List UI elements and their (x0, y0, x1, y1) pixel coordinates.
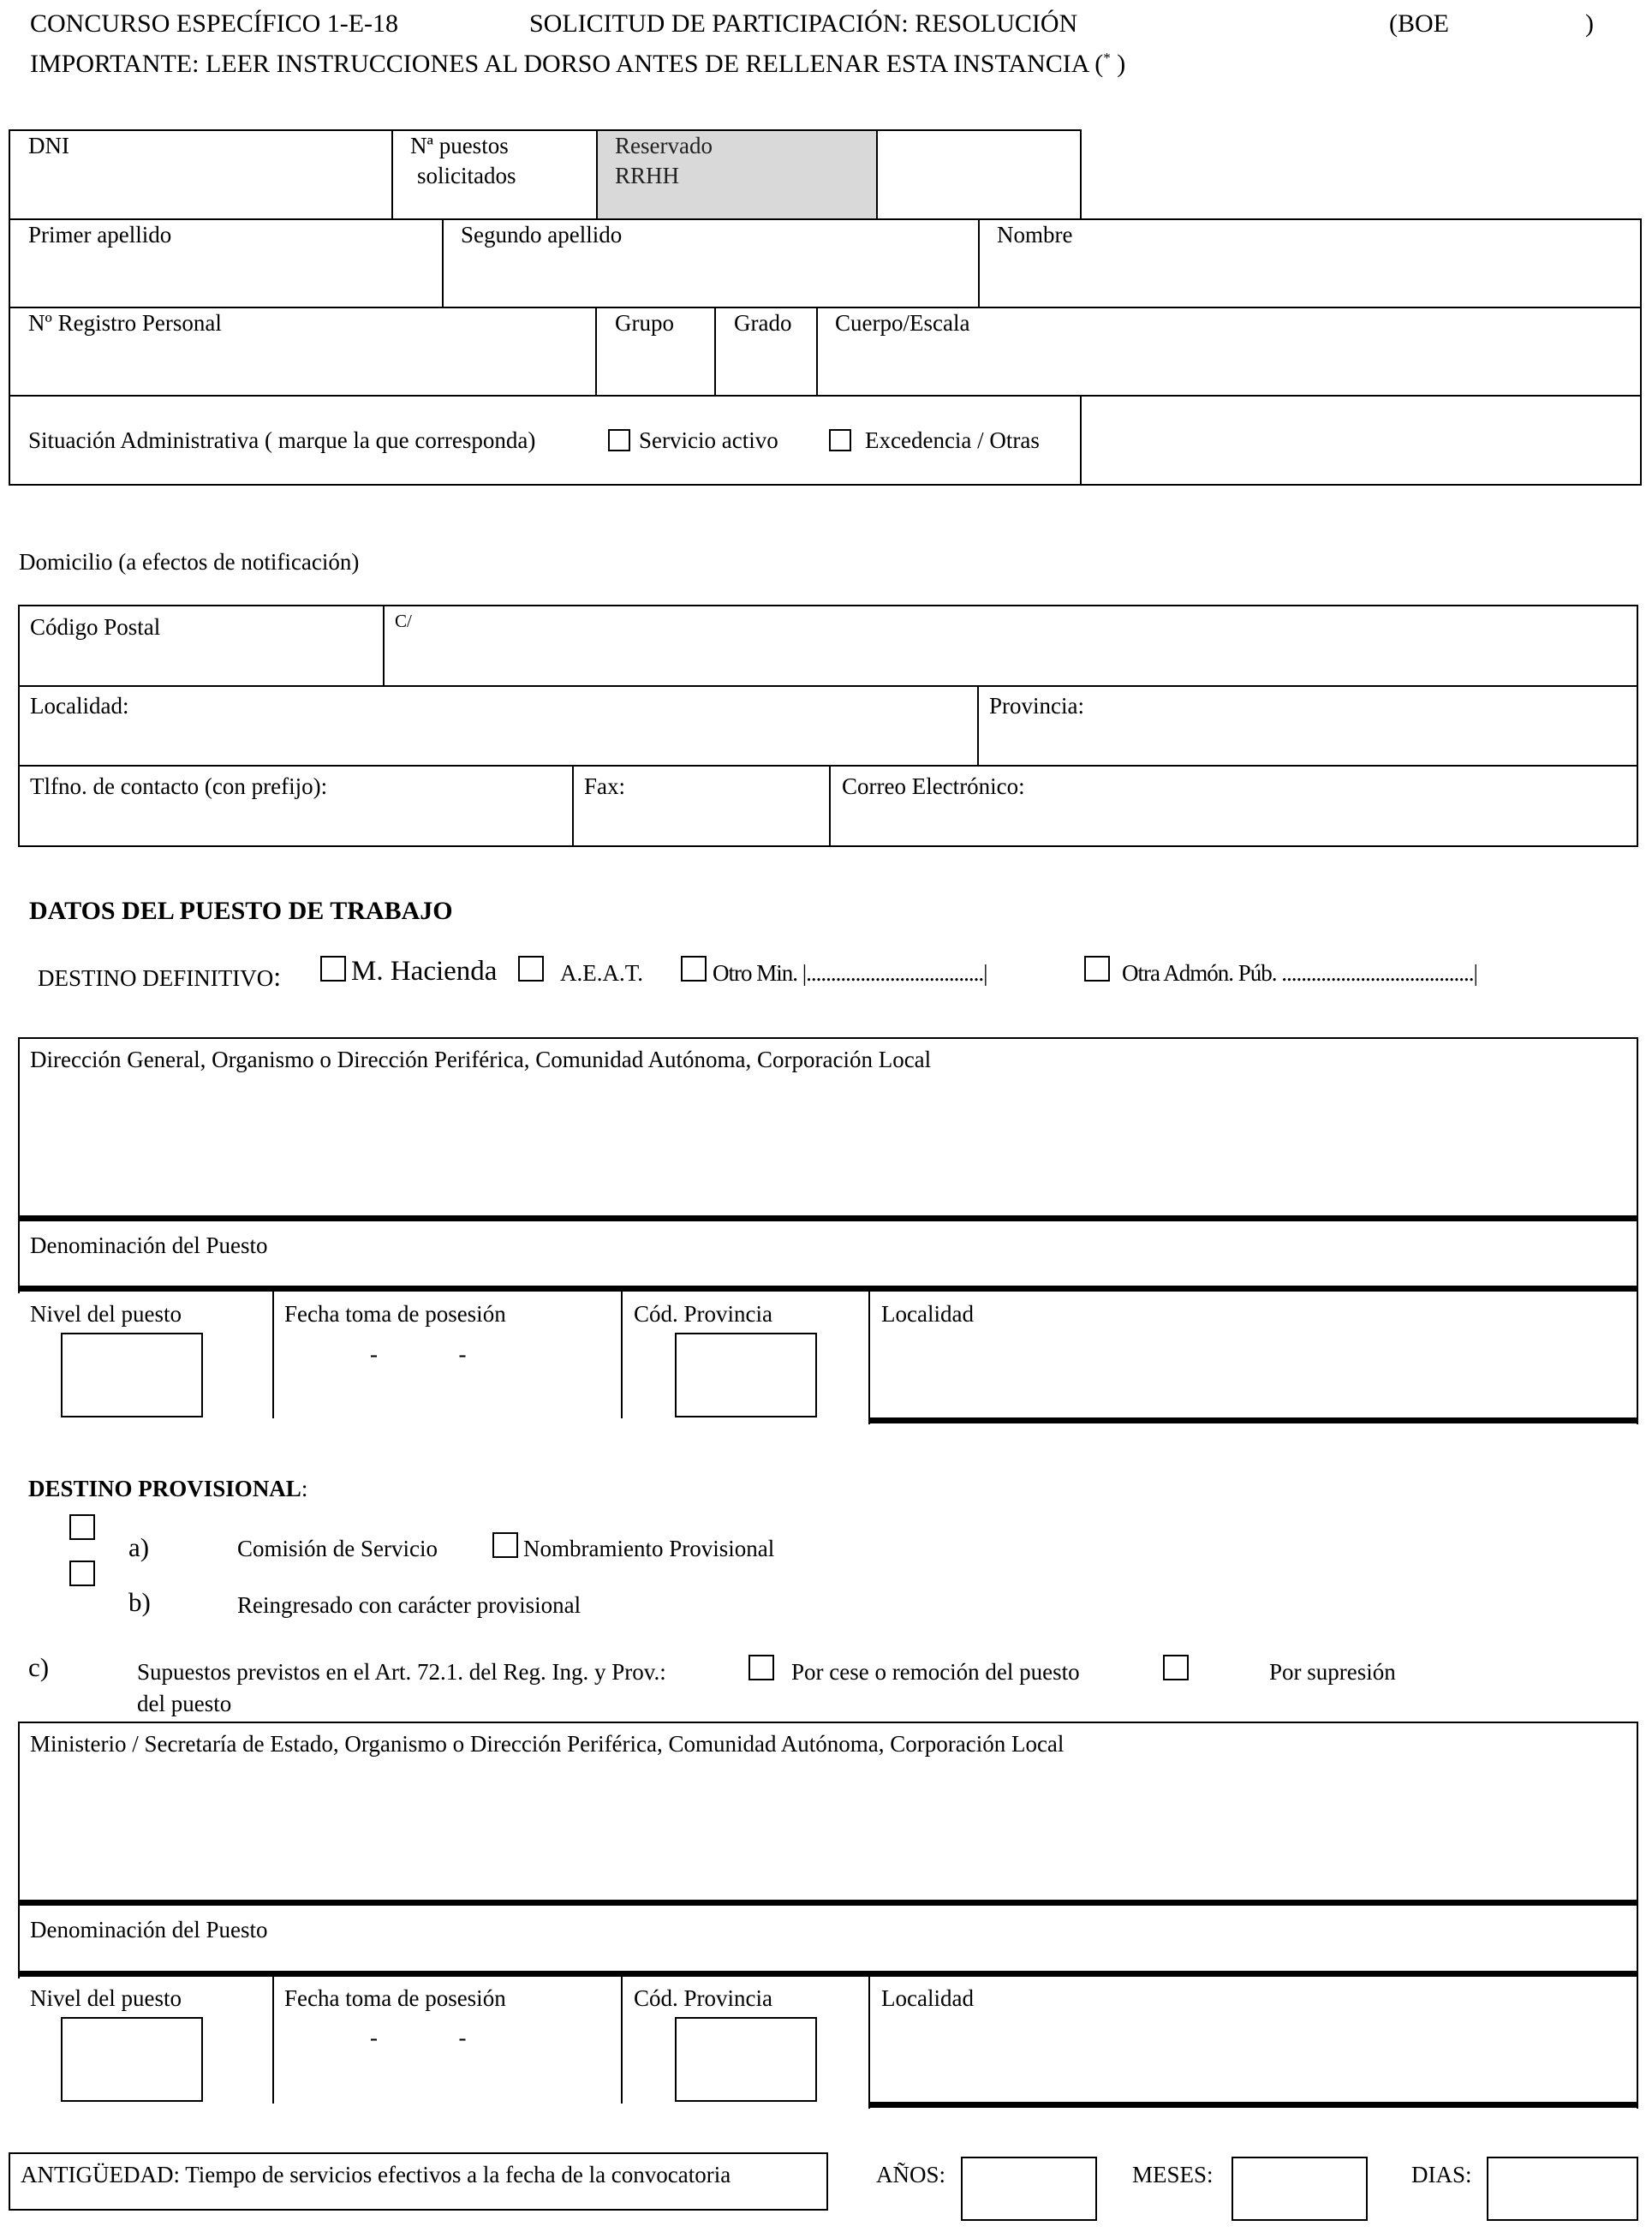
assumptions-label: Supuestos previstos en el Art. 72.1. del Reg. Ing. y Prov.: (137, 1659, 666, 1685)
table-line (816, 307, 818, 397)
table-line (621, 1977, 623, 2104)
hacienda-checkbox[interactable] (320, 956, 346, 982)
years-input[interactable] (961, 2157, 1097, 2221)
dni-label: DNI (28, 133, 69, 158)
provisional-job-level-input[interactable] (61, 2017, 203, 2102)
table-line-thick (868, 2102, 1638, 2108)
leave-label: Excedencia / Otras (865, 427, 1040, 453)
reserved-label-1: Reservado (615, 133, 713, 158)
province-code-label: Cód. Provincia (634, 1301, 772, 1327)
street-label: C/ (395, 611, 412, 631)
table-line-thick (18, 1971, 1638, 1977)
option-a-letter: a) (128, 1532, 150, 1562)
job-level-input[interactable] (61, 1333, 203, 1417)
table-line (9, 129, 1082, 131)
table-line (829, 765, 831, 847)
provisional-job-title-label: Denominación del Puesto (30, 1917, 268, 1943)
fax-label: Fax: (584, 773, 626, 799)
table-line (442, 218, 444, 308)
puestos-label-2: solicitados (417, 163, 516, 188)
boe-close: ) (1585, 9, 1594, 38)
other-ministry-checkbox[interactable] (681, 956, 707, 982)
province-code-input[interactable] (675, 1333, 817, 1417)
table-line (9, 484, 1642, 486)
admin-situation-label: Situación Administrativa ( marque la que corresponda) (28, 427, 536, 453)
important-notice: IMPORTANTE: LEER INSTRUCCIONES AL DORSO ANTES DE RELLENAR ESTA INSTANCIA (* ) (30, 50, 1126, 78)
postal-code-label: Código Postal (30, 614, 161, 640)
table-line (868, 1977, 870, 2109)
table-line (18, 685, 1638, 687)
table-line-thick (18, 1215, 1638, 1221)
table-line (1637, 1722, 1638, 1978)
option-b-letter: b) (128, 1587, 151, 1617)
job-level-label: Nivel del puesto (30, 1301, 182, 1327)
table-line (383, 605, 385, 687)
table-line (18, 765, 1638, 767)
table-line (9, 395, 1642, 397)
table-line (391, 129, 393, 220)
other-admin-checkbox[interactable] (1084, 956, 1110, 982)
table-line (18, 1722, 1638, 1723)
table-line (18, 605, 20, 847)
provisional-job-level-label: Nivel del puesto (30, 1985, 182, 2011)
other-admin-label: Otra Admón. Púb. .......................................| (1122, 960, 1477, 986)
table-line-thick (868, 1417, 1638, 1423)
table-line (977, 685, 979, 767)
start-date-label: Fecha toma de posesión (284, 1301, 506, 1327)
table-line (272, 1977, 274, 2104)
table-line (1637, 1292, 1638, 1424)
option-b-checkbox[interactable] (69, 1561, 95, 1586)
suppression-label: Por supresión (1269, 1659, 1396, 1685)
active-service-label: Servicio activo (639, 427, 778, 453)
table-line (9, 307, 1642, 308)
table-line (9, 129, 10, 486)
option-c-letter: c) (28, 1652, 50, 1682)
table-line (272, 1292, 274, 1418)
address-title: Domicilio (a efectos de notificación) (19, 549, 360, 575)
table-line (621, 1292, 623, 1418)
contest-code: CONCURSO ESPECÍFICO 1-E-18 (30, 9, 399, 38)
ministry-label: Ministerio / Secretaría de Estado, Organismo o Dirección Periférica, Comunidad Autónoma, Corporación Local (30, 1731, 1065, 1757)
boe-label: (BOE (1389, 9, 1449, 38)
leave-checkbox[interactable] (829, 429, 851, 451)
seniority-label: ANTIGÜEDAD: Tiempo de servicios efectivos a la fecha de la convocatoria (21, 2162, 731, 2187)
provisional-locality-label: Localidad (881, 1985, 974, 2011)
general-directorate-label: Dirección General, Organismo o Dirección Periférica, Comunidad Autónoma, Corporación Local (30, 1047, 932, 1072)
table-line (1637, 1977, 1638, 2109)
start-date-separators: - - (370, 1341, 467, 1367)
grade-label: Grado (734, 310, 792, 336)
table-line (978, 218, 980, 308)
table-line (18, 1037, 1638, 1039)
table-line-thick (18, 1286, 1638, 1292)
table-line-thick (18, 1900, 1638, 1906)
option-a-checkbox[interactable] (69, 1514, 95, 1540)
provisional-start-date-separators: - - (370, 2025, 467, 2050)
job-data-title: DATOS DEL PUESTO DE TRABAJO (29, 897, 453, 925)
provisional-province-code-label: Cód. Provincia (634, 1985, 772, 2011)
table-line (596, 129, 598, 220)
table-line (595, 307, 597, 397)
suppression-checkbox[interactable] (1163, 1655, 1189, 1680)
hacienda-label: M. Hacienda (351, 956, 498, 987)
email-label: Correo Electrónico: (842, 773, 1025, 799)
table-line (18, 1037, 20, 1293)
provisional-appointment-checkbox[interactable] (492, 1532, 518, 1558)
table-line (714, 307, 716, 397)
group-label: Grupo (615, 310, 674, 336)
dismissal-label: Por cese o remoción del puesto (791, 1659, 1080, 1685)
table-line (868, 1292, 870, 1424)
registry-label: Nº Registro Personal (28, 310, 222, 336)
table-line (1637, 605, 1638, 847)
provisional-province-code-input[interactable] (675, 2017, 817, 2102)
reinstated-label: Reingresado con carácter provisional (237, 1592, 581, 1618)
days-input[interactable] (1487, 2157, 1638, 2221)
provisional-appointment-label: Nombramiento Provisional (523, 1536, 775, 1561)
commission-label: Comisión de Servicio (237, 1536, 438, 1561)
table-line (18, 845, 1638, 847)
months-input[interactable] (1232, 2157, 1368, 2221)
aeat-checkbox[interactable] (518, 956, 544, 982)
job-locality-label: Localidad (881, 1301, 974, 1327)
table-line (9, 218, 1642, 220)
table-line (876, 129, 878, 220)
table-line (18, 1722, 20, 1978)
reserved-label-2: RRHH (615, 163, 680, 188)
job-title-label: Denominación del Puesto (30, 1232, 268, 1258)
table-line (1640, 218, 1642, 486)
table-line (18, 605, 1638, 606)
corps-label: Cuerpo/Escala (835, 310, 970, 336)
dismissal-checkbox[interactable] (748, 1655, 774, 1680)
table-line (572, 765, 574, 847)
first-surname-label: Primer apellido (28, 222, 172, 248)
phone-label: Tlfno. de contacto (con prefijo): (30, 773, 328, 799)
days-label: DIAS: (1411, 2162, 1472, 2187)
years-label: AÑOS: (876, 2162, 946, 2187)
table-line (1080, 129, 1082, 220)
puestos-label-1: Nª puestos (410, 133, 509, 158)
table-line (1080, 395, 1082, 486)
other-ministry-label: Otro Min. |....................................| (713, 960, 987, 986)
province-label: Provincia: (989, 693, 1084, 719)
provisional-start-date-label: Fecha toma de posesión (284, 1985, 506, 2011)
active-service-checkbox[interactable] (608, 429, 630, 451)
name-label: Nombre (997, 222, 1073, 248)
table-line (1637, 1037, 1638, 1293)
aeat-label: A.E.A.T. (560, 960, 643, 986)
definitive-destination-label: DESTINO DEFINITIVO: (38, 961, 282, 992)
second-surname-label: Segundo apellido (461, 222, 623, 248)
provisional-destination-label: DESTINO PROVISIONAL: (28, 1476, 308, 1501)
locality-label: Localidad: (30, 693, 129, 719)
suppression-label-cont: del puesto (137, 1691, 232, 1716)
months-label: MESES: (1132, 2162, 1214, 2187)
form-title: SOLICITUD DE PARTICIPACIÓN: RESOLUCIÓN (529, 9, 1078, 38)
